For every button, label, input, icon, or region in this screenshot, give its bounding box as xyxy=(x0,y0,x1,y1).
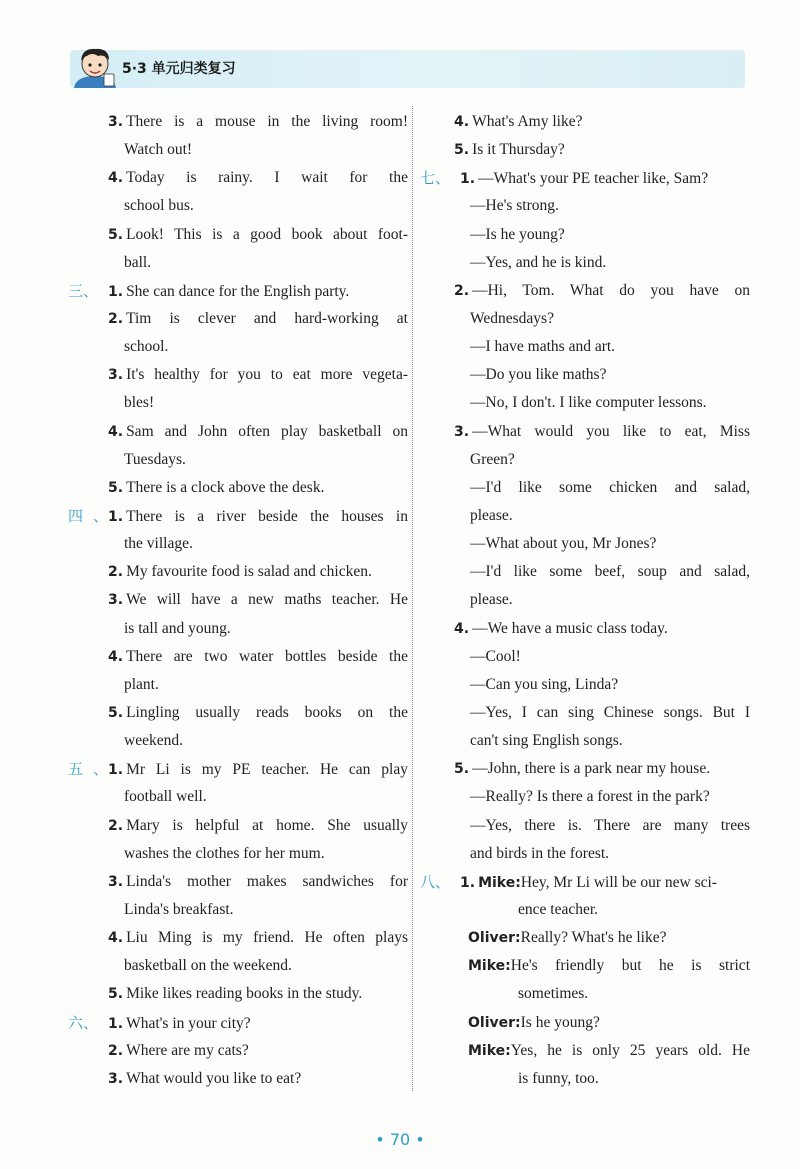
line-text: Hey, Mr Li will be our new sci- xyxy=(520,873,717,891)
line-text: Tim is clever and hard-working at xyxy=(126,309,408,327)
text-line xyxy=(68,108,408,136)
line-text: —Cool! xyxy=(470,647,521,665)
text-line xyxy=(68,840,408,868)
text-line xyxy=(68,502,408,530)
section-marker: 八、 xyxy=(420,872,451,891)
text-line xyxy=(68,868,408,896)
line-text: Liu Ming is my friend. He often plays xyxy=(126,929,408,947)
line-text: —What about you, Mr Jones? xyxy=(470,535,657,553)
text-line xyxy=(420,418,750,446)
line-text: Mike likes reading books in the study. xyxy=(126,985,363,1003)
section-marker: 七、 xyxy=(420,169,451,188)
speaker-name: Mike: xyxy=(468,958,511,975)
line-text: football well. xyxy=(124,788,207,806)
text-line xyxy=(420,136,750,164)
line-text: —Do you like maths? xyxy=(470,366,607,384)
line-text: is funny, too. xyxy=(518,1069,599,1087)
line-text: My favourite food is salad and chicken. xyxy=(126,563,372,581)
text-line xyxy=(68,221,408,249)
text-line xyxy=(68,418,408,446)
text-line xyxy=(68,1009,408,1037)
item-number: 4. xyxy=(108,648,124,665)
text-line xyxy=(68,980,408,1008)
item-number: 3. xyxy=(454,423,470,440)
text-line xyxy=(420,1065,750,1093)
line-text: —Yes, I can sing Chinese songs. But I xyxy=(470,703,750,721)
text-line xyxy=(420,924,750,952)
line-text: school bus. xyxy=(124,197,194,215)
item-number: 5. xyxy=(108,479,124,496)
item-number: 5. xyxy=(108,226,124,243)
line-text: Yes, he is only 25 years old. He xyxy=(510,1041,750,1059)
item-number: 2. xyxy=(108,310,124,327)
line-text: —No, I don't. I like computer lessons. xyxy=(470,394,707,412)
line-text: ball. xyxy=(124,253,152,271)
item-number: 1. xyxy=(460,171,476,188)
text-line xyxy=(420,586,750,614)
line-text: weekend. xyxy=(124,732,183,750)
text-line xyxy=(68,586,408,614)
text-line xyxy=(68,389,408,417)
section-marker: 五、 xyxy=(68,760,108,779)
text-line xyxy=(420,615,750,643)
text-line xyxy=(68,727,408,755)
text-line xyxy=(420,671,750,699)
text-line xyxy=(420,446,750,474)
line-text: There is a river beside the houses in xyxy=(126,507,408,525)
text-line xyxy=(68,783,408,811)
mascot-boy-icon xyxy=(68,44,122,90)
text-line xyxy=(68,671,408,699)
item-number: 3. xyxy=(108,114,124,130)
text-line xyxy=(420,980,750,1008)
line-text: —Yes, there is. There are many trees xyxy=(470,816,750,834)
text-line xyxy=(420,643,750,671)
line-text: —Hi, Tom. What do you have on xyxy=(472,281,750,299)
text-line xyxy=(420,952,750,980)
line-text: —Can you sing, Linda? xyxy=(470,675,619,693)
line-text: —Yes, and he is kind. xyxy=(470,253,607,271)
text-line xyxy=(420,699,750,727)
text-line xyxy=(68,305,408,333)
text-line xyxy=(420,502,750,530)
line-text: —He's strong. xyxy=(470,197,559,215)
text-line xyxy=(68,896,408,924)
text-line xyxy=(420,164,750,192)
text-line xyxy=(420,333,750,361)
line-text: We will have a new maths teacher. He xyxy=(126,591,408,609)
line-text: Where are my cats? xyxy=(126,1041,249,1059)
text-line xyxy=(420,305,750,333)
line-text: Is he young? xyxy=(520,1013,600,1031)
section-marker: 三、 xyxy=(68,281,99,300)
text-line xyxy=(68,136,408,164)
line-text: —I'd like some chicken and salad, xyxy=(470,478,750,496)
text-line xyxy=(68,446,408,474)
item-number: 2. xyxy=(108,817,124,834)
text-line xyxy=(68,1037,408,1065)
text-line xyxy=(420,840,750,868)
item-number: 5. xyxy=(454,142,470,159)
line-text: sometimes. xyxy=(518,985,589,1003)
text-line xyxy=(420,896,750,924)
line-text: school. xyxy=(124,338,169,356)
text-line xyxy=(420,783,750,811)
text-line xyxy=(68,192,408,220)
line-text: —I have maths and art. xyxy=(470,338,616,356)
line-text: Mr Li is my PE teacher. He can play xyxy=(126,761,408,779)
column-divider xyxy=(412,106,413,1091)
item-number: 3. xyxy=(108,367,124,384)
item-number: 4. xyxy=(454,114,470,130)
line-text: please. xyxy=(470,591,513,609)
line-text: He's friendly but he is strict xyxy=(510,957,750,975)
item-number: 1. xyxy=(460,874,476,891)
item-number: 1. xyxy=(108,283,124,300)
item-number: 1. xyxy=(108,508,124,525)
item-number: 2. xyxy=(108,1042,124,1059)
item-number: 5. xyxy=(108,704,124,721)
line-text: —What would you like to eat, Miss xyxy=(472,422,750,440)
text-line xyxy=(68,755,408,783)
line-text: ence teacher. xyxy=(518,900,599,918)
text-line xyxy=(68,812,408,840)
item-number: 1. xyxy=(108,1015,124,1032)
line-text: Sam and John often play basketball on xyxy=(126,422,408,440)
text-line xyxy=(420,1037,750,1065)
item-number: 3. xyxy=(108,592,124,609)
line-text: There are two water bottles beside the xyxy=(126,647,408,665)
line-text: —I'd like some beef, soup and salad, xyxy=(470,563,750,581)
line-text: bles! xyxy=(124,394,155,412)
text-line xyxy=(68,530,408,558)
text-line xyxy=(68,558,408,586)
item-number: 5. xyxy=(108,986,124,1003)
text-line xyxy=(420,530,750,558)
text-line xyxy=(68,333,408,361)
line-text: Tuesdays. xyxy=(124,450,186,468)
text-line xyxy=(420,755,750,783)
text-line xyxy=(420,389,750,417)
item-number: 2. xyxy=(454,282,470,299)
line-text: What's in your city? xyxy=(126,1014,251,1032)
text-line xyxy=(68,615,408,643)
text-line xyxy=(420,192,750,220)
line-text: She can dance for the English party. xyxy=(126,282,350,300)
text-line xyxy=(420,249,750,277)
line-text: Linda's mother makes sandwiches for xyxy=(126,872,408,890)
text-line xyxy=(420,108,750,136)
line-text: —We have a music class today. xyxy=(472,619,668,637)
item-number: 1. xyxy=(108,762,124,779)
item-number: 4. xyxy=(108,423,124,440)
header-title: 5·3 单元归类复习 xyxy=(122,61,236,77)
item-number: 3. xyxy=(108,1070,124,1087)
speaker-name: Oliver: xyxy=(468,930,521,947)
line-text: basketball on the weekend. xyxy=(124,957,292,975)
line-text: There is a clock above the desk. xyxy=(126,478,325,496)
text-line xyxy=(420,558,750,586)
line-text: —Really? Is there a forest in the park? xyxy=(470,788,710,806)
line-text: washes the clothes for her mum. xyxy=(124,844,325,862)
line-text: —John, there is a park near my house. xyxy=(472,760,711,778)
line-text: Wednesdays? xyxy=(470,309,554,327)
line-text: Today is rainy. I wait for the xyxy=(126,169,408,187)
text-line xyxy=(420,812,750,840)
speaker-name: Oliver: xyxy=(468,1014,521,1031)
line-text: can't sing English songs. xyxy=(470,732,623,750)
item-number: 4. xyxy=(108,170,124,187)
section-marker: 六、 xyxy=(68,1013,99,1032)
page-number: • 70 • xyxy=(375,1130,425,1149)
line-text: is tall and young. xyxy=(124,619,231,637)
text-line xyxy=(68,952,408,980)
speaker-name: Mike: xyxy=(468,1042,511,1059)
item-number: 4. xyxy=(108,930,124,947)
item-number: 3. xyxy=(108,873,124,890)
line-text: It's healthy for you to eat more vegeta- xyxy=(126,366,408,384)
line-text: What's Amy like? xyxy=(472,113,583,130)
text-line xyxy=(68,1065,408,1093)
line-text: Really? What's he like? xyxy=(520,929,667,947)
line-text: Look! This is a good book about foot- xyxy=(126,225,408,243)
speaker-name: Mike: xyxy=(478,874,521,891)
text-line xyxy=(68,643,408,671)
line-text: Green? xyxy=(470,450,515,468)
text-line xyxy=(68,361,408,389)
line-text: plant. xyxy=(124,675,159,693)
text-line xyxy=(68,277,408,305)
text-line xyxy=(420,474,750,502)
text-line xyxy=(420,277,750,305)
line-text: —What's your PE teacher like, Sam? xyxy=(478,170,709,188)
left-column xyxy=(68,108,408,1093)
line-text: and birds in the forest. xyxy=(470,844,610,862)
text-line xyxy=(420,361,750,389)
item-number: 5. xyxy=(454,761,470,778)
item-number: 4. xyxy=(454,620,470,637)
item-number: 2. xyxy=(108,564,124,581)
line-text: the village. xyxy=(124,535,193,553)
text-line xyxy=(420,868,750,896)
line-text: Lingling usually reads books on the xyxy=(126,703,408,721)
line-text: Linda's breakfast. xyxy=(124,900,234,918)
text-line xyxy=(420,1009,750,1037)
line-text: Mary is helpful at home. She usually xyxy=(126,816,408,834)
right-column xyxy=(420,108,750,1093)
line-text: —Is he young? xyxy=(470,225,565,243)
text-line xyxy=(68,924,408,952)
text-line xyxy=(68,249,408,277)
section-marker: 四、 xyxy=(68,506,108,525)
text-line xyxy=(68,474,408,502)
line-text: What would you like to eat? xyxy=(126,1069,302,1087)
text-line xyxy=(68,164,408,192)
text-line xyxy=(68,699,408,727)
line-text: There is a mouse in the living room! xyxy=(126,113,408,130)
text-line xyxy=(420,727,750,755)
line-text: Watch out! xyxy=(124,141,193,159)
line-text: Is it Thursday? xyxy=(472,141,565,159)
line-text: please. xyxy=(470,506,513,524)
text-line xyxy=(420,221,750,249)
